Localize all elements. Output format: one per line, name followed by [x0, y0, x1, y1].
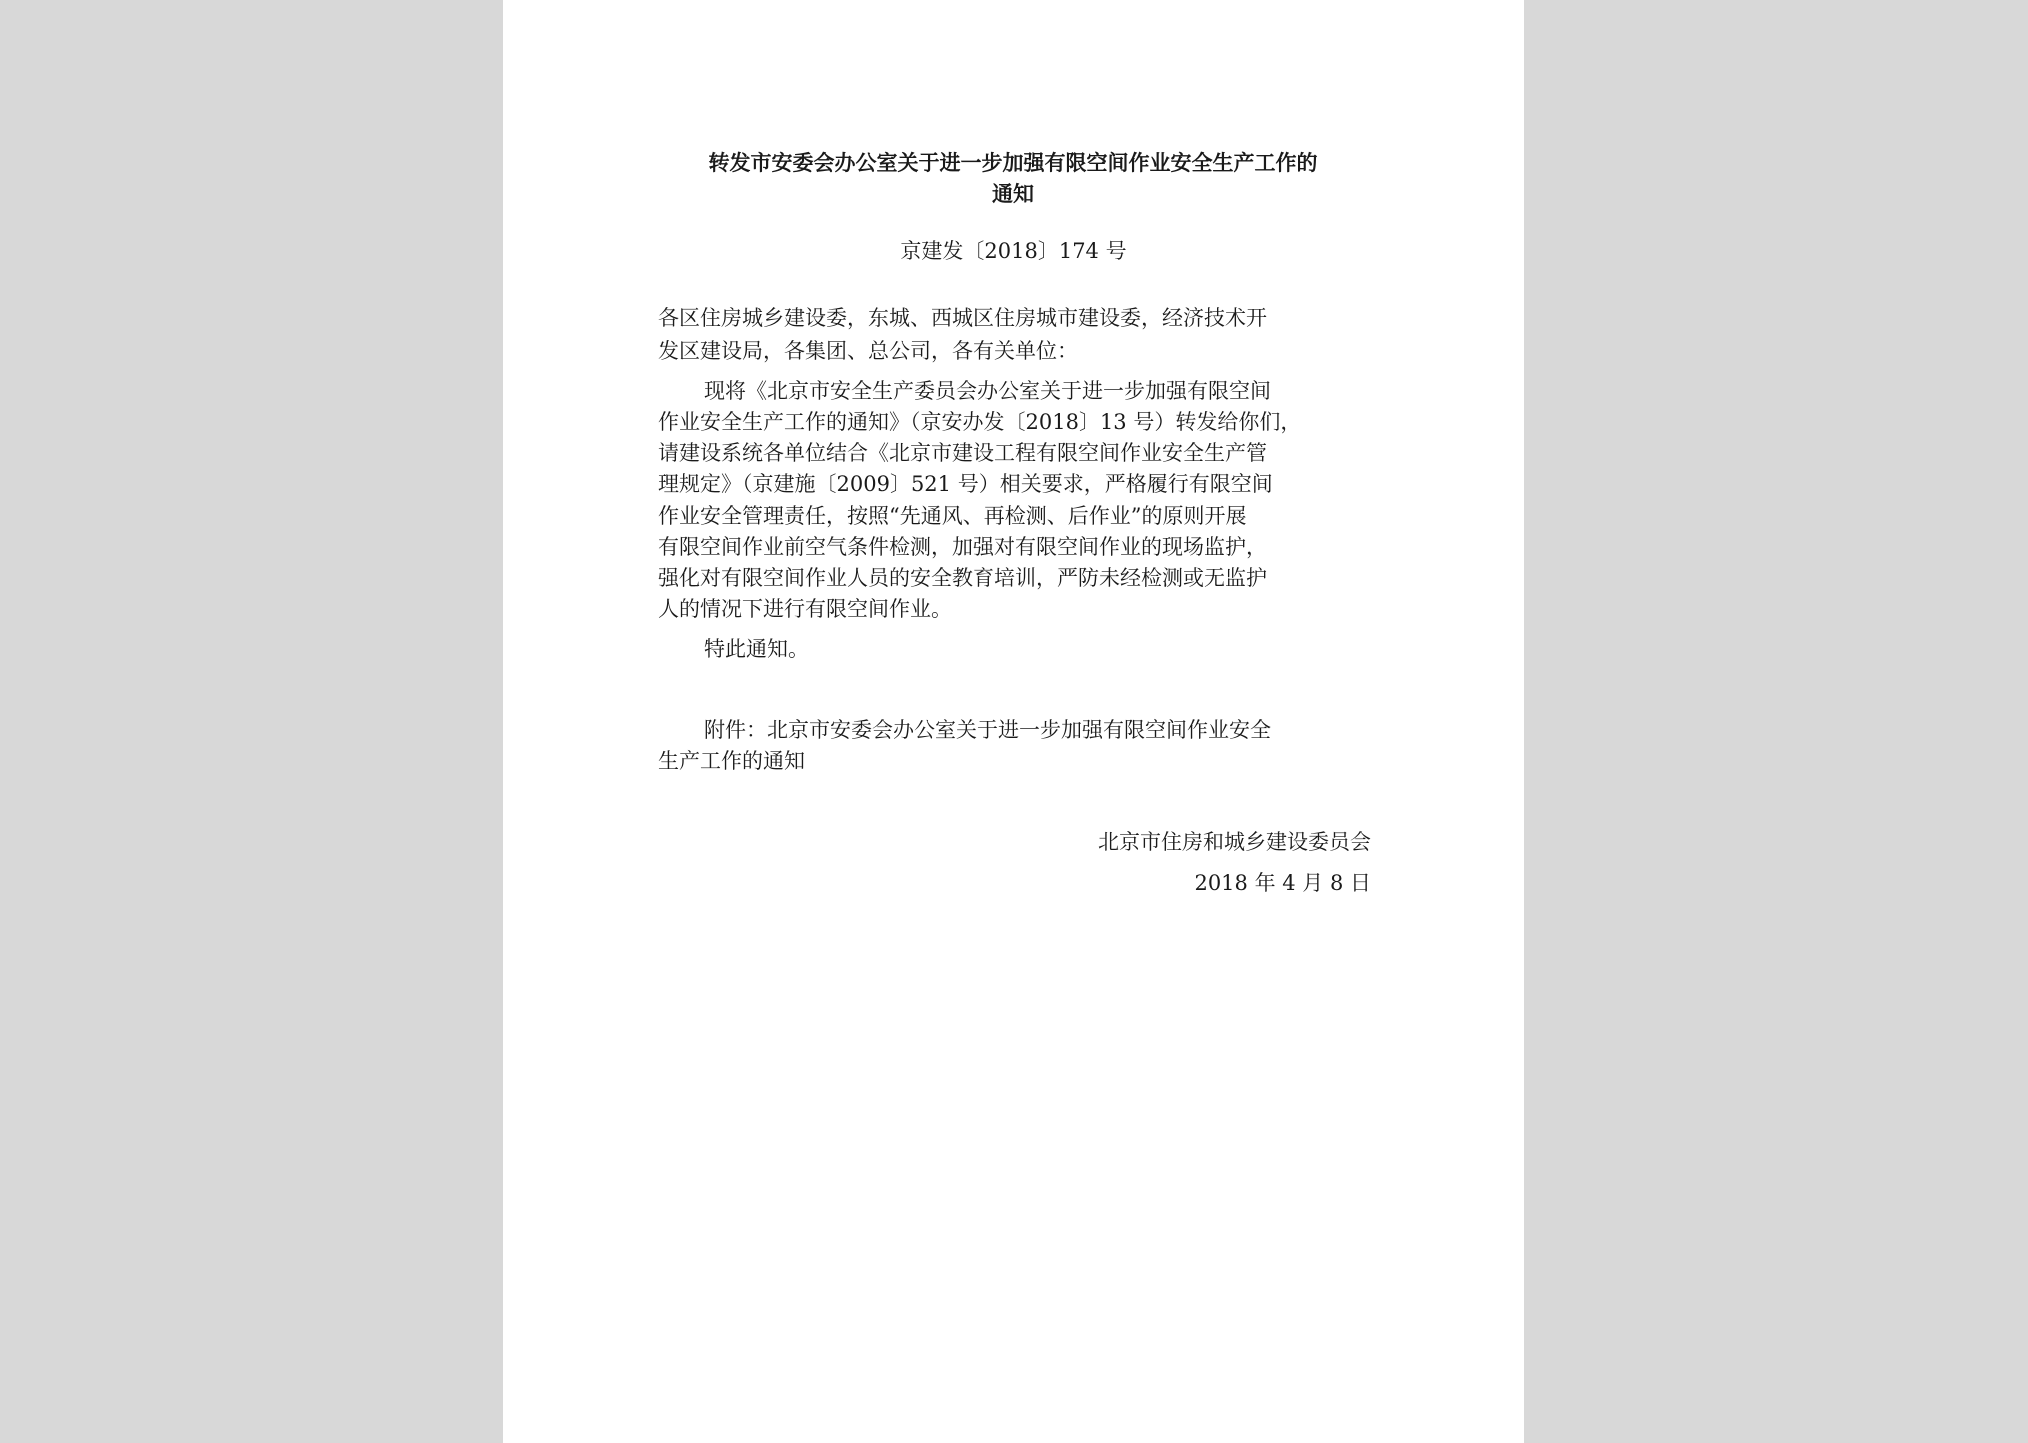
- body-line: 请建设系统各单位结合《北京市建设工程有限空间作业安全生产管: [658, 441, 1267, 465]
- attachment-line: 生产工作的通知: [658, 749, 805, 773]
- recipients-line: 各区住房城乡建设委，东城、西城区住房城市建设委，经济技术开: [658, 306, 1267, 330]
- issue-date: 2018 年 4 月 8 日: [1194, 871, 1371, 895]
- document-title-line-1: 转发市安委会办公室关于进一步加强有限空间作业安全生产工作的: [708, 151, 1318, 175]
- body-line: 作业安全管理责任，按照“先通风、再检测、后作业”的原则开展: [658, 504, 1247, 528]
- body-line: 强化对有限空间作业人员的安全教育培训，严防未经检测或无监护: [658, 566, 1267, 590]
- closing-line: 特此通知。: [704, 637, 809, 661]
- document-title-line-2: 通知: [992, 182, 1034, 206]
- body-line: 人的情况下进行有限空间作业。: [658, 597, 952, 621]
- attachment-line: 附件：北京市安委会办公室关于进一步加强有限空间作业安全: [704, 718, 1271, 742]
- body-line: 现将《北京市安全生产委员会办公室关于进一步加强有限空间: [704, 379, 1271, 403]
- body-line: 作业安全生产工作的通知》（京安办发〔2018〕13 号）转发给你们，: [658, 410, 1302, 434]
- body-line: 理规定》（京建施〔2009〕521 号）相关要求，严格履行有限空间: [658, 472, 1273, 496]
- issuer-name: 北京市住房和城乡建设委员会: [1098, 830, 1371, 854]
- body-line: 有限空间作业前空气条件检测，加强对有限空间作业的现场监护，: [658, 535, 1267, 559]
- document-number: 京建发〔2018〕174 号: [900, 239, 1127, 263]
- document-page: [503, 0, 1524, 1443]
- recipients-line: 发区建设局，各集团、总公司，各有关单位：: [658, 339, 1078, 363]
